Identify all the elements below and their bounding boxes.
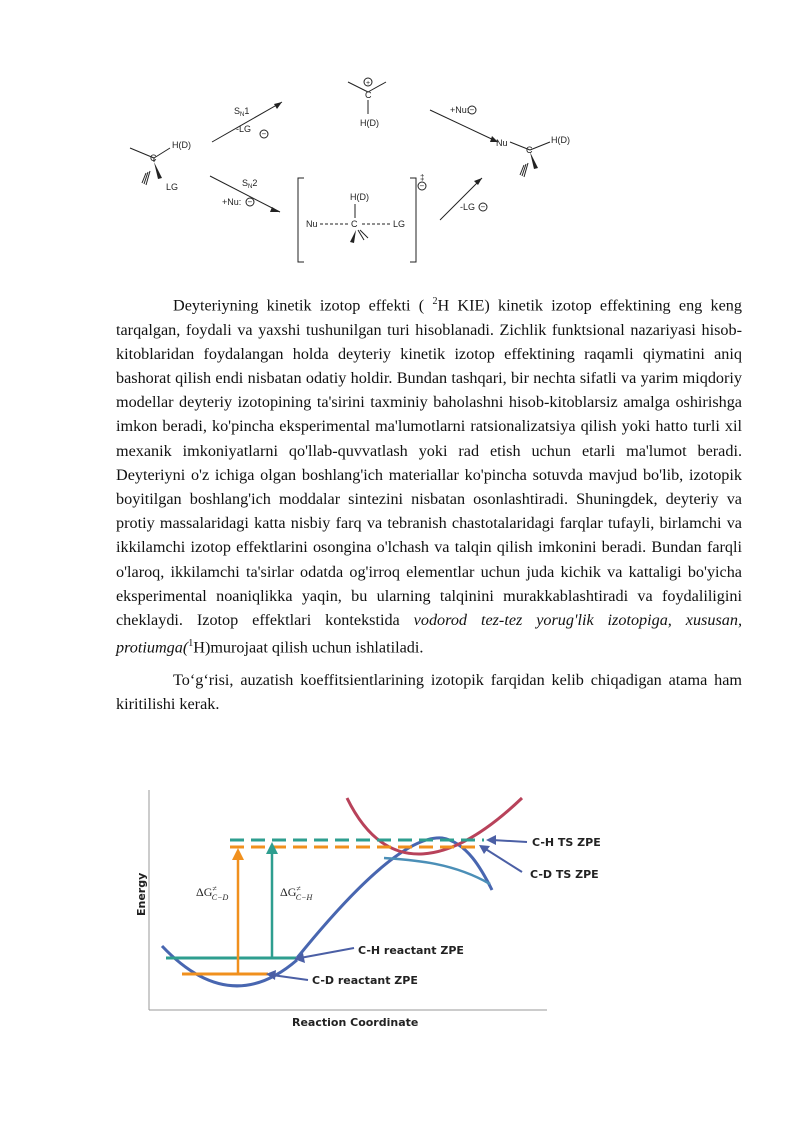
y-axis-label: Energy xyxy=(135,872,148,916)
label-cd-reactant-zpe: C-D reactant ZPE xyxy=(312,974,418,987)
reactant-well-curve xyxy=(162,946,297,986)
label-cd-ts-zpe: C-D TS ZPE xyxy=(530,868,599,881)
x-axis-label: Reaction Coordinate xyxy=(292,1016,419,1029)
scheme-lg-ts: LG xyxy=(393,219,406,229)
scheme-step-lg: -LG xyxy=(460,202,476,212)
scheme-hd-product: H(D) xyxy=(551,135,570,145)
scheme-ts-mark: ‡ xyxy=(420,173,425,182)
scheme-hd-ts: H(D) xyxy=(350,192,369,202)
scheme-carbon-product: C xyxy=(526,145,533,155)
scheme-minus-1: − xyxy=(261,129,267,139)
label-ch-reactant-zpe: C-H reactant ZPE xyxy=(358,944,464,957)
scheme-carbon-ts: C xyxy=(351,219,358,229)
ts-curve xyxy=(347,798,522,854)
scheme-sn1-label: $S_N1$ xyxy=(234,106,250,118)
label-dg-cd: ΔG≠ C−D xyxy=(196,884,229,902)
reaction-curve-ch xyxy=(297,838,492,958)
scheme-plus-sign: + xyxy=(366,80,371,87)
scheme-minus-4: − xyxy=(419,181,425,191)
scheme-minus-3: − xyxy=(469,105,475,115)
paragraph-1: Deyteriyning kinetik izotop effekti ( $^2$H KIE) kinetik izotop effektining eng keng tarqalgan, foydali va yaxshi tushunilgan turi hisoblanadi. Zichlik funktsional nazariyasi hisob-kitoblaridan foydalangan holda deyteriy kinetik izotop effektining raqamli qiymatini aniq bashorat qilish endi nisbatan odatiy holdir. Bundan tashqari, bir nechta sifatli va yarim miqdoriy modellar deyteriy izotopining ta'sirini taxminiy baholashni hisob-kitoblarsiz amalga oshirishga imkon beradi, ko'pincha eksperimental ma'lumotlarni ratsionalizatsiya qilish yoki hatto turli xil mexanik imkoniyatlarni qo'llab-quvvatlash yoki rad etish uchun etarli ma'lumot beradi. Deyteriyni o'z ichiga olgan boshlang'ich materiallar ko'pincha sotuvda mavjud bo'lib, izotopik boyitilgan boshlang'ich moddalar sintezini nisbatan osonlashtiradi. Shuningdek, deyteriy va protiy massalaridagi katta nisbiy farq va tebranish chastotalaridagi farqlar tufayli, birlamchi va ikkilamchi izotop effektlarini osongina o'lchash va talqin qilish imkonini beradi. Bundan farqli o'laroq, ikkilamchi ta'sirlar odatda og'irroq elementlar uchun juda kichik va kattaligi bo'yicha eksperimental noaniqlikka yaqin, bu ularning talqinini murakkablashtiradi va foydaliligini cheklaydi. Izotop effektlari kontekstida vodorod tez-tez yorug'lik izotopiga, xususan, protiumga($^1$H)murojaat qilish uchun ishlatiladi. xyxy=(116,296,742,657)
body-text xyxy=(116,290,742,716)
kie-energy-diagram xyxy=(132,760,612,1030)
scheme-hd-cation: H(D) xyxy=(360,118,379,128)
scheme-carbon-reactant: C xyxy=(150,153,157,163)
paragraph-2: To‘g‘risi, auzatish koeffitsientlarining izotopik farqidan kelib chiqadigan atama ham kiritilishi kerak. xyxy=(116,670,742,714)
scheme-nu-product: Nu xyxy=(496,138,508,148)
substitution-mechanism-scheme xyxy=(110,72,710,272)
scheme-sn2-label: $S_N2$ xyxy=(242,178,258,190)
scheme-minus-5: − xyxy=(480,202,486,212)
scheme-nu-ts: Nu xyxy=(306,219,318,229)
scheme-minus-2: − xyxy=(247,197,253,207)
label-ch-ts-zpe: C-H TS ZPE xyxy=(532,836,601,849)
scheme-step-nu: +Nu: xyxy=(450,105,470,115)
scheme-hd-reactant: H(D) xyxy=(172,140,191,150)
label-dg-ch: ΔG≠ C−H xyxy=(280,884,313,902)
scheme-lg-reactant: LG xyxy=(166,182,179,192)
scheme-sn2-nu: +Nu: xyxy=(222,197,242,207)
scheme-sn1-lg: -LG xyxy=(236,124,252,134)
scheme-carbon-cation: C xyxy=(365,90,372,100)
